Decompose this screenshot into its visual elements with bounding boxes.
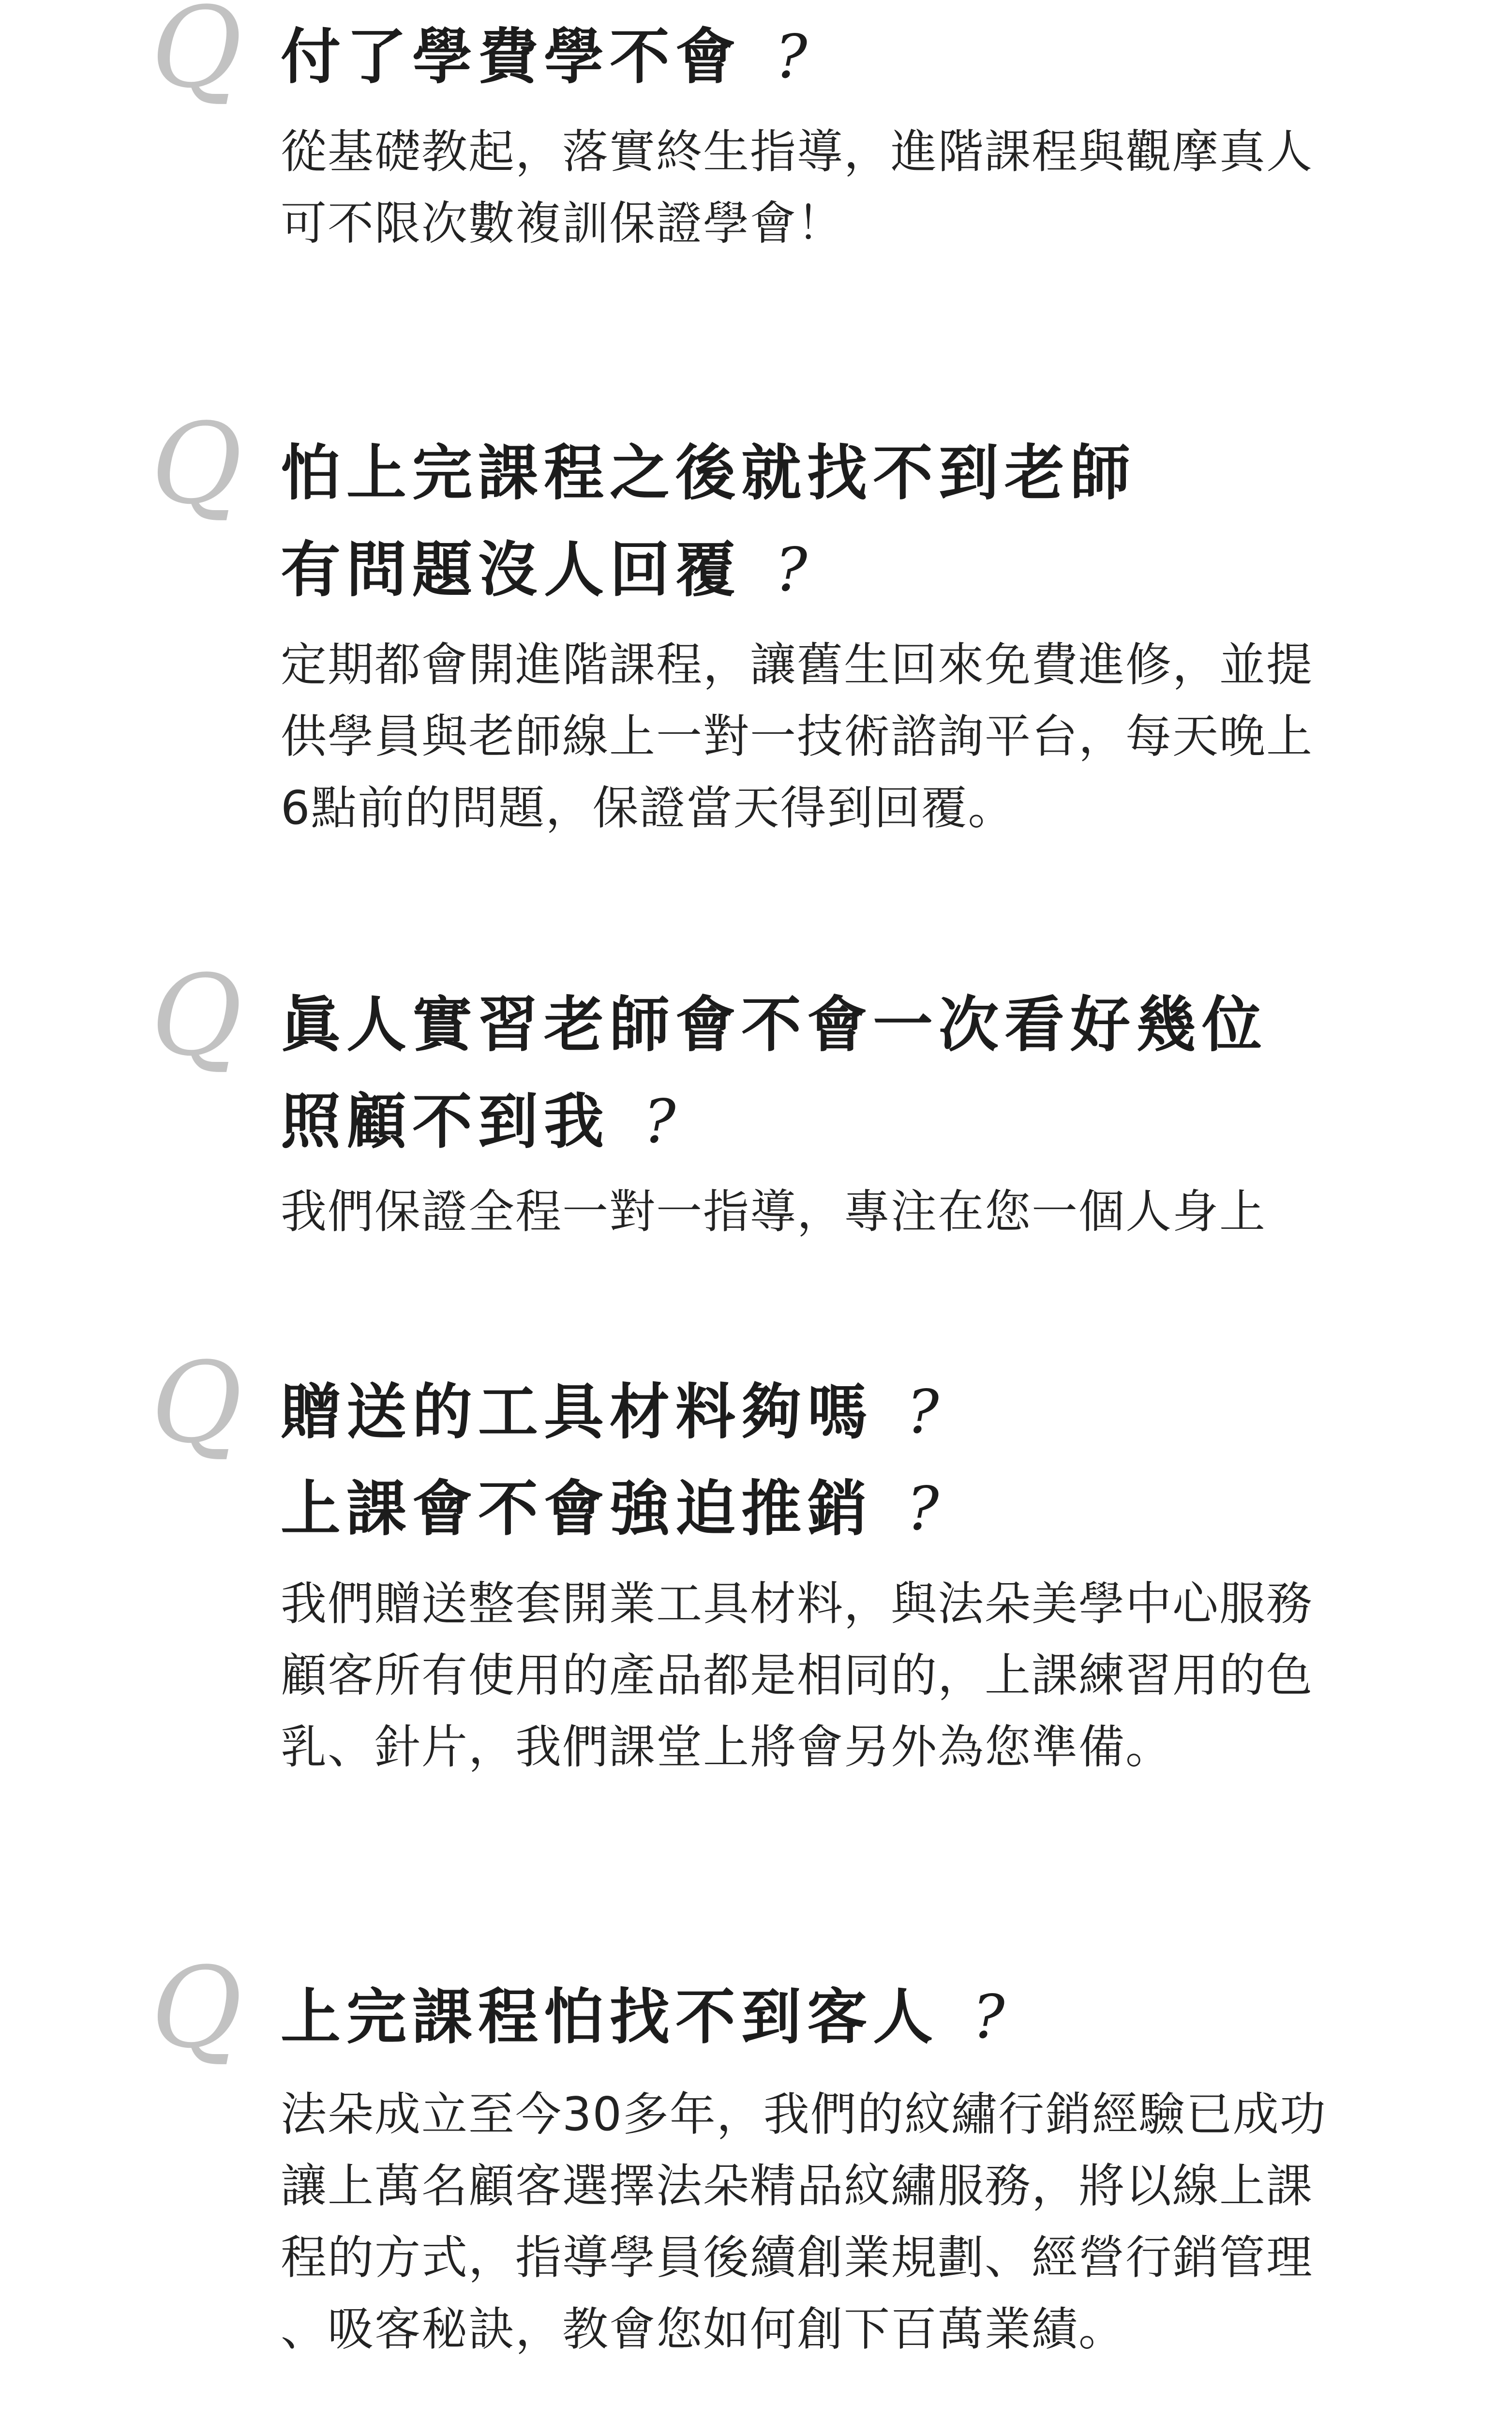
faq-question: [281, 9, 1369, 106]
question-line: 上課會不會強迫推銷 ?: [281, 1461, 1369, 1558]
question-line: 付了學費學不會 ?: [281, 9, 1369, 106]
question-line: 照顧不到我 ?: [281, 1074, 1369, 1170]
faq-question: [281, 1364, 1369, 1558]
question-line: 上完課程怕找不到客人 ?: [281, 1969, 1369, 2066]
faq-question: [281, 1969, 1369, 2066]
faq-answer: [281, 116, 1364, 259]
question-mark: ?: [907, 1377, 945, 1447]
faq-answer: [281, 2079, 1364, 2365]
answer-line: 程的方式，指導學員後續創業規劃、經營行銷管理: [281, 2231, 1314, 2284]
answer-line: 我們贈送整套開業工具材料，與法朵美學中心服務: [281, 1577, 1314, 1631]
answer-line: 6點前的問題，保證當天得到回覆。: [281, 782, 1015, 835]
faq-answer: [281, 1568, 1364, 1783]
q-mark-icon: Q: [151, 0, 242, 113]
faq-answer: [281, 1176, 1364, 1248]
answer-line: 乳、針片，我們課堂上將會另外為您準備。: [281, 1721, 1173, 1774]
question-mark: ?: [907, 1474, 945, 1544]
q-mark-icon: Q: [151, 400, 242, 529]
answer-line: 、吸客秘訣，教會您如何創下百萬業績。: [281, 2303, 1126, 2356]
faq-question: [281, 425, 1369, 619]
answer-line: 我們保證全程一對一指導，專注在您一個人身上: [281, 1185, 1267, 1239]
question-line: 眞人實習老師會不會一次看好幾位: [281, 990, 1268, 1060]
question-line: 有問題沒人回覆 ?: [281, 522, 1369, 619]
question-mark: ?: [973, 1982, 1011, 2052]
answer-line: 定期都會開進階課程，讓舊生回來免費進修，並提: [281, 638, 1314, 692]
faq-question: [281, 977, 1369, 1170]
answer-line: 供學員與老師線上一對一技術諮詢平台，每天晚上: [281, 710, 1314, 763]
question-line: 怕上完課程之後就找不到老師: [281, 438, 1137, 508]
q-mark-icon: Q: [151, 1944, 242, 2073]
question-mark: ?: [775, 22, 813, 92]
answer-line: 從基礎教起，落實終生指導，進階課程與觀摩真人: [281, 125, 1314, 179]
question-line: 贈送的工具材料夠嗎 ?: [281, 1364, 1369, 1461]
answer-line: 顧客所有使用的產品都是相同的，上課練習用的色: [281, 1649, 1314, 1702]
answer-line: 可不限次數複訓保證學會！: [281, 197, 844, 250]
faq-answer: [281, 629, 1364, 844]
question-mark: ?: [775, 535, 813, 605]
answer-line: 法朵成立至今30多年，我們的紋繡行銷經驗已成功: [281, 2088, 1327, 2141]
answer-line: 讓上萬名顧客選擇法朵精品紋繡服務，將以線上課: [281, 2160, 1314, 2213]
question-mark: ?: [644, 1087, 682, 1157]
q-mark-icon: Q: [151, 952, 242, 1081]
q-mark-icon: Q: [151, 1339, 242, 1468]
